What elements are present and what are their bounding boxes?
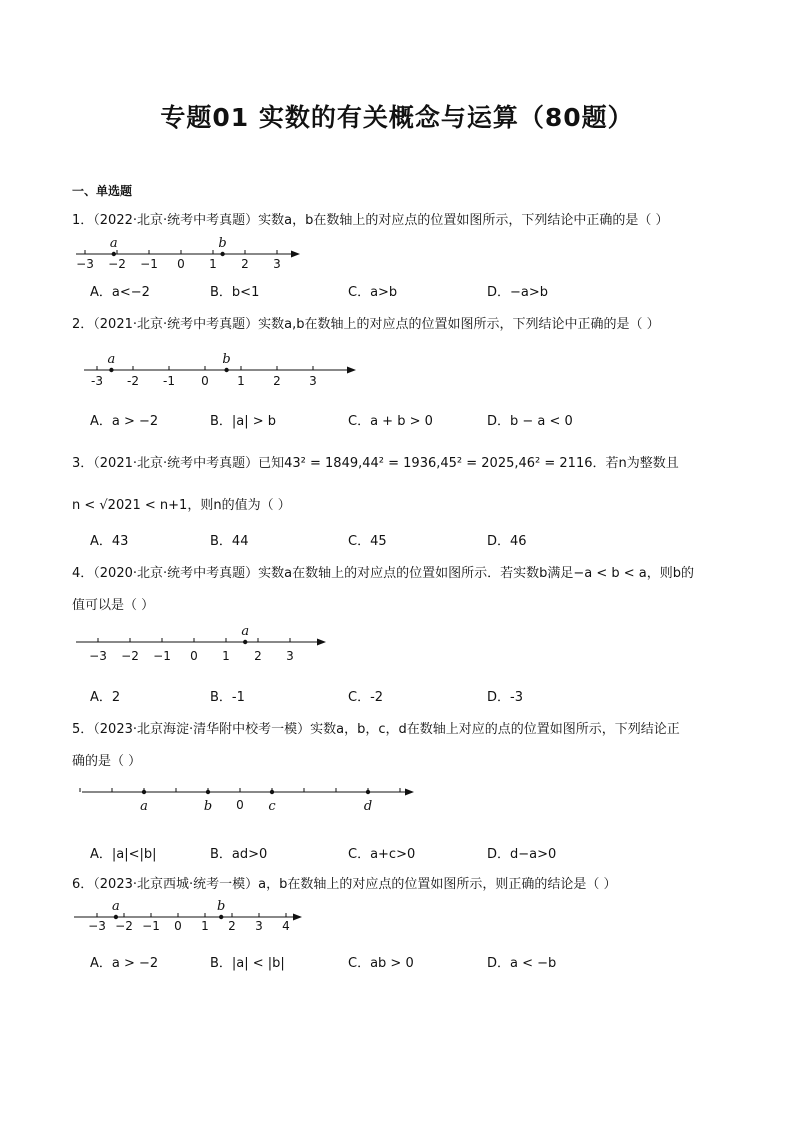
point-a [114,915,118,919]
tick-label: −2 [115,919,133,933]
option-d[interactable]: D．-3 [487,690,523,705]
tick-label: −3 [89,649,107,663]
tick-label: 0 [174,919,182,933]
point-label-a: a [241,624,250,639]
question-4-stem: 4．（2020·北京·统考中考真题）实数a在数轴上的对应点的位置如图所示．若实数b满足−a < b < a，则b的 [72,566,694,581]
tick-label: 1 [237,374,245,388]
option-b[interactable]: B．44 [210,534,249,549]
tick-label: 1 [222,649,230,663]
point-label-b: b [203,799,213,814]
option-c[interactable]: C．-2 [348,690,384,705]
tick-label: 1 [201,919,209,933]
tick-label: 3 [255,919,263,933]
option-c[interactable]: C．45 [348,534,387,549]
point-label-a: a [107,352,116,367]
question-2-stem: 2．（2021·北京·统考中考真题）实数a,b在数轴上的对应点的位置如图所示，下列结论中正确的是（ ） [72,317,660,332]
option-c[interactable]: C．a>b [348,285,398,300]
tick-label: 2 [254,649,262,663]
option-b[interactable]: B．b<1 [210,285,260,300]
point-label-c: c [268,799,276,814]
option-d[interactable]: D．b − a < 0 [487,414,573,429]
tick-label: 2 [241,257,249,271]
option-a[interactable]: A．a > −2 [90,956,159,971]
question-5-stem-line2: 确的是（ ） [72,754,142,769]
question-3-stem-line2: n < √2021 < n+1，则n的值为（ ） [72,498,291,513]
tick-label: −3 [88,919,106,933]
option-b[interactable]: B．ad>0 [210,847,268,862]
point-label-a: a [140,799,148,814]
option-c[interactable]: C．a + b > 0 [348,414,433,429]
tick-label: 0 [177,257,185,271]
option-a[interactable]: A．a<−2 [90,285,150,300]
tick-label: 3 [286,649,294,663]
tick-label: 0 [201,374,209,388]
tick-label: 3 [309,374,317,388]
tick-label: 1 [209,257,217,271]
tick-label: −2 [108,257,126,271]
tick-label: -3 [91,374,103,388]
tick-label: 0 [236,798,244,812]
tick-label: −1 [142,919,160,933]
tick-label: 3 [273,257,281,271]
question-3-stem: 3．（2021·北京·统考中考真题）已知43² = 1849,44² = 1936,45² = 2025,46² = 2116．若n为整数且 [72,456,679,471]
point-label-a: a [109,236,118,251]
option-d[interactable]: D．−a>b [487,285,549,300]
option-b[interactable]: B．|a| > b [210,414,277,429]
tick-label: 2 [273,374,281,388]
axis-arrow [293,914,302,921]
tick-label: −1 [140,257,158,271]
option-c[interactable]: C．a+c>0 [348,847,416,862]
option-a[interactable]: A．43 [90,534,129,549]
tick-label: -1 [163,374,175,388]
point-label-b: b [222,352,231,367]
question-1-stem: 1．（2022·北京·统考中考真题）实数a，b在数轴上的对应点的位置如图所示，下列结论中正确的是（ ） [72,213,669,228]
section-heading: 一、单选题 [72,184,133,198]
question-4-stem-line2: 值可以是（ ） [72,598,155,613]
tick-label: 4 [282,919,290,933]
question-6-stem: 6．（2023·北京西城·统考一模）a，b在数轴上的对应点的位置如图所示，则正确的结论是（ ） [72,877,617,892]
point-label-d: d [363,799,373,814]
point-label-a: a [112,899,120,914]
option-a[interactable]: A．2 [90,690,121,705]
option-d[interactable]: D．46 [487,534,527,549]
option-b[interactable]: B．-1 [210,690,245,705]
option-a[interactable]: A．|a|<|b| [90,847,157,862]
tick-label: 2 [228,919,236,933]
option-a[interactable]: A．a > −2 [90,414,159,429]
tick-label: 0 [190,649,198,663]
point-label-b: b [217,899,226,914]
question-5-stem: 5．（2023·北京海淀·清华附中校考一模）实数a，b，c，d在数轴上对应的点的位置如图所示，下列结论正 [72,722,680,737]
tick-label: −2 [121,649,139,663]
option-d[interactable]: D．d−a>0 [487,847,557,862]
tick-label: -2 [127,374,139,388]
tick-label: −3 [76,257,94,271]
tick-label: −1 [153,649,171,663]
option-b[interactable]: B．|a| < |b| [210,956,285,971]
page-title: 专题01 实数的有关概念与运算（80题） [160,103,634,132]
option-c[interactable]: C．ab > 0 [348,956,414,971]
point-label-b: b [218,236,227,251]
point-b [219,915,223,919]
option-d[interactable]: D．a < −b [487,956,557,971]
